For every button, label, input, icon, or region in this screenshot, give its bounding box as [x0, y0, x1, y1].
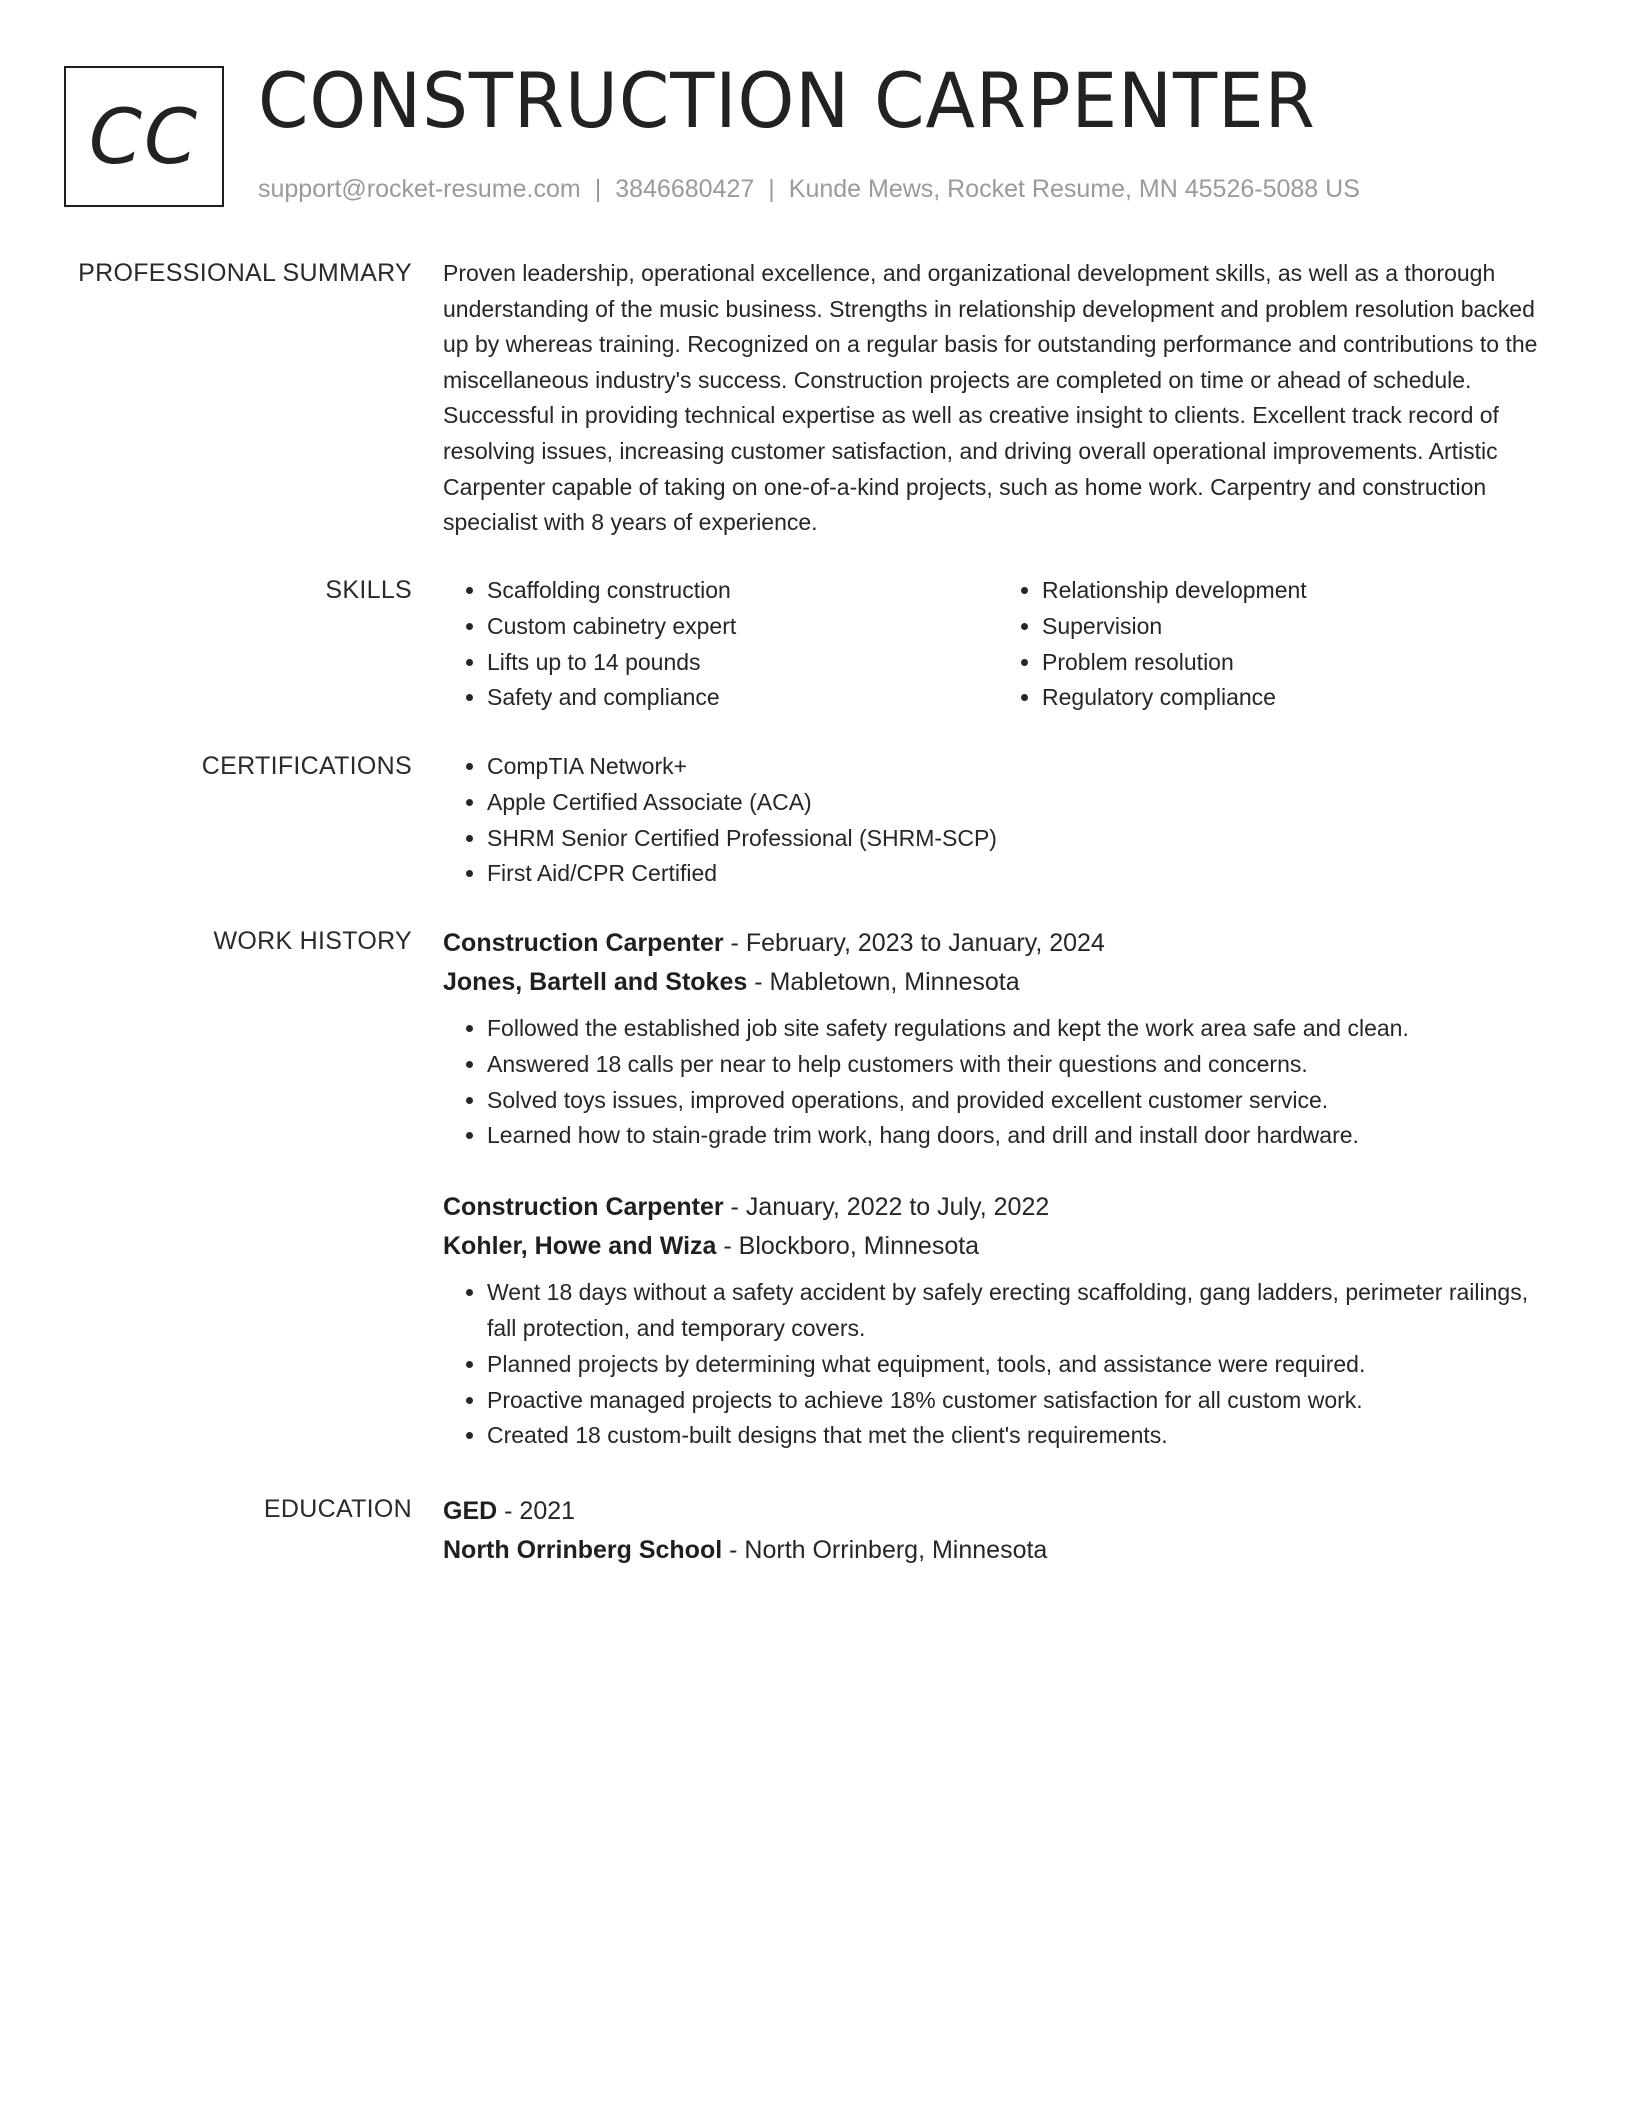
section-label-work-history: WORK HISTORY	[213, 927, 412, 955]
job-company: Kohler, Howe and Wiza	[443, 1232, 717, 1261]
skill-item: • Supervision	[1042, 609, 1553, 645]
skill-item: • Safety and compliance	[487, 680, 998, 716]
education-year: - 2021	[504, 1497, 576, 1525]
skills-body	[443, 573, 1553, 716]
job-title: Construction Carpenter	[443, 1193, 724, 1222]
job-bullet: • Solved toys issues, improved operations, and provided excellent customer service.	[487, 1083, 1553, 1119]
skill-item: • Problem resolution	[1042, 645, 1553, 681]
skills-list-left	[443, 573, 998, 716]
work-history-body	[443, 924, 1553, 1454]
skill-item: • Relationship development	[1042, 573, 1553, 609]
certification-item: • First Aid/CPR Certified	[487, 856, 1553, 892]
job-bullet: • Proactive managed projects to achieve 18% customer satisfaction for all custom work.	[487, 1383, 1553, 1419]
education-school: North Orrinberg School	[443, 1536, 723, 1564]
job-title-line	[443, 1188, 1553, 1227]
education-degree: GED	[443, 1497, 498, 1525]
certification-item: • SHRM Senior Certified Professional (SHRM-SCP)	[487, 821, 1553, 857]
contact-line	[258, 172, 1360, 206]
monogram-badge: CC	[64, 66, 224, 207]
section-label-summary: PROFESSIONAL SUMMARY	[78, 259, 412, 287]
job-location: - Blockboro, Minnesota	[723, 1232, 980, 1261]
job-bullet: • Followed the established job site safety regulations and kept the work area safe and clean.	[487, 1011, 1553, 1047]
section-label-certifications: CERTIFICATIONS	[201, 752, 412, 780]
contact-separator: |	[594, 175, 602, 203]
job-bullet: • Learned how to stain-grade trim work, hang doors, and drill and install door hardware.	[487, 1118, 1553, 1154]
job-dates: - January, 2022 to July, 2022	[730, 1193, 1050, 1222]
job-dates: - February, 2023 to January, 2024	[730, 929, 1105, 957]
job-bullets	[443, 1275, 1553, 1454]
job-bullet: • Created 18 custom-built designs that met the client's requirements.	[487, 1418, 1553, 1454]
job-entry	[443, 924, 1553, 1154]
job-bullet: • Answered 18 calls per near to help customers with their questions and concerns.	[487, 1047, 1553, 1083]
job-company-line	[443, 1227, 1553, 1266]
section-label-skills: SKILLS	[325, 576, 412, 604]
section-label-education: EDUCATION	[263, 1495, 412, 1523]
job-bullet: • Went 18 days without a safety accident by safely erecting scaffolding, gang ladders, perimeter railings, fall protection, and temporary covers.	[487, 1275, 1553, 1347]
contact-separator: |	[768, 175, 775, 203]
job-title: Construction Carpenter	[443, 929, 724, 957]
certification-item: • CompTIA Network+	[487, 749, 1553, 785]
job-location: - Mabletown, Minnesota	[754, 968, 1020, 996]
certification-item: • Apple Certified Associate (ACA)	[487, 785, 1553, 821]
job-bullets	[443, 1011, 1553, 1154]
certifications-list	[443, 749, 1553, 892]
skill-item: • Lifts up to 14 pounds	[487, 645, 998, 681]
job-company: Jones, Bartell and Stokes	[443, 968, 748, 996]
education-school-line	[443, 1531, 1553, 1570]
skill-item: • Scaffolding construction	[487, 573, 998, 609]
skills-list-right	[998, 573, 1553, 716]
certifications-body	[443, 749, 1553, 892]
education-location: - North Orrinberg, Minnesota	[729, 1536, 1048, 1564]
skill-item: • Custom cabinetry expert	[487, 609, 998, 645]
summary-text: Proven leadership, operational excellence, and organizational development skills, as well as a thorough understanding of the music business. Strengths in relationship development and problem resolution backed up by whereas training. Recognized on a regular basis for outstanding performance and contributions to the miscellaneous industry's success. Construction projects are completed on time or ahead of schedule. Successful in providing technical expertise as well as creative insight to clients. Excellent track record of resolving issues, increasing customer satisfaction, and driving overall operational improvements. Artistic Carpenter capable of taking on one-of-a-kind projects, such as home work. Carpentry and construction specialist with 8 years of experience.	[443, 260, 1538, 536]
job-title-line	[443, 924, 1553, 963]
skill-item: • Regulatory compliance	[1042, 680, 1553, 716]
education-body	[443, 1492, 1553, 1570]
job-bullet: • Planned projects by determining what equipment, tools, and assistance were required.	[487, 1347, 1553, 1383]
education-degree-line	[443, 1492, 1553, 1531]
candidate-name: CONSTRUCTION CARPENTER	[258, 56, 1316, 145]
contact-phone: 3846680427	[615, 175, 755, 203]
contact-email: support@rocket-resume.com	[258, 175, 581, 203]
contact-address: Kunde Mews, Rocket Resume, MN 45526-5088 US	[788, 175, 1360, 203]
job-company-line	[443, 963, 1553, 1002]
job-entry	[443, 1188, 1553, 1454]
summary-body	[443, 256, 1553, 541]
